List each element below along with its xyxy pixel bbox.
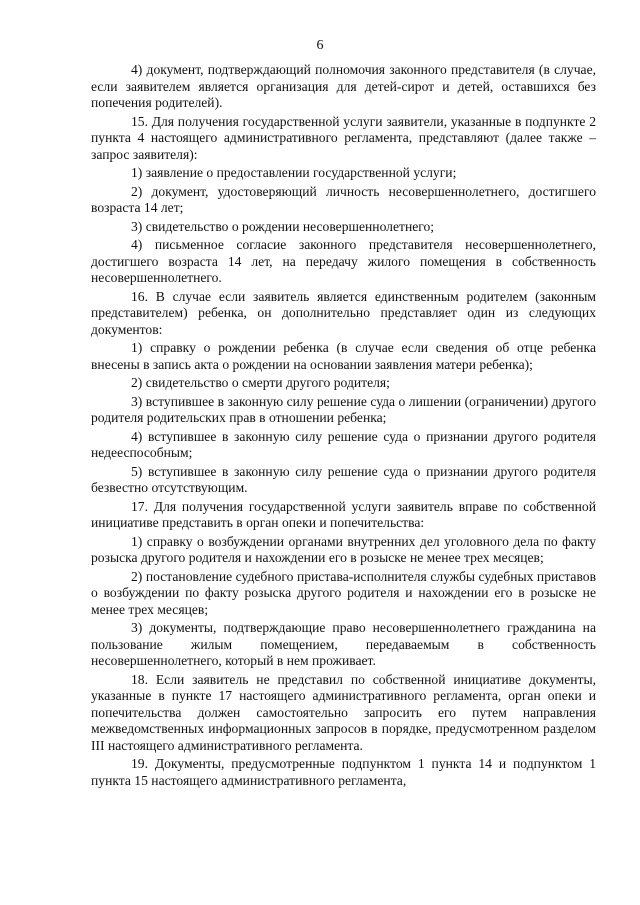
paragraph: 18. Если заявитель не представил по собственной инициативе документы, указанные в пункте 17 настоящего административного регламента, орган опеки и попечительства должен самостоятельно запросить его путем направления межведомственных информационных запросов в порядке, предусмотренном разделом III настоящего административного регламента. xyxy=(91,671,596,753)
paragraph: 4) документ, подтверждающий полномочия законного представителя (в случае, если заявителем является организация для детей-сирот и детей, оставшихся без попечения родителей). xyxy=(91,62,596,110)
paragraph: 19. Документы, предусмотренные подпунктом 1 пункта 14 и подпунктом 1 пункта 15 настоящего административного регламента, xyxy=(91,756,596,788)
paragraph: 3) свидетельство о рождении несовершеннолетнего; xyxy=(131,218,435,234)
paragraph: 1) справку о рождении ребенка (в случае если сведения об отце ребенка внесены в запись акта о рождении на основании заявления матери ребенка); xyxy=(91,340,596,372)
paragraph: 5) вступившее в законную силу решение суда о признании другого родителя безвестно отсутствующим. xyxy=(91,463,596,495)
paragraph: 4) вступившее в законную силу решение суда о признании другого родителя недееспособным; xyxy=(91,428,596,460)
paragraph: 17. Для получения государственной услуги заявитель вправе по собственной инициативе представить в орган опеки и попечительства: xyxy=(91,498,596,530)
paragraph: 2) документ, удостоверяющий личность несовершеннолетнего, достигшего возраста 14 лет; xyxy=(91,183,596,215)
paragraph: 3) вступившее в законную силу решение суда о лишении (ограничении) другого родителя родительских прав в отношении ребенка; xyxy=(91,393,596,425)
paragraph: 4) письменное согласие законного представителя несовершеннолетнего, достигшего возраста 14 лет, на передачу жилого помещения в собственность несовершеннолетнего. xyxy=(91,237,596,285)
paragraph: 16. В случае если заявитель является единственным родителем (законным представителем) ребенка, он дополнительно представляет один из следующих документов: xyxy=(91,288,596,337)
paragraph: 2) свидетельство о смерти другого родителя; xyxy=(131,375,390,390)
paragraph: 15. Для получения государственной услуги заявители, указанные в подпункте 2 пункта 4 настоящего административного регламента, представляют (далее также – запрос заявителя): xyxy=(91,113,596,162)
body-text xyxy=(91,62,596,791)
paragraph: 1) заявление о предоставлении государственной услуги; xyxy=(131,165,457,180)
page-number: 6 xyxy=(316,38,324,53)
paragraph: 1) справку о возбуждении органами внутренних дел уголовного дела по факту розыска другого родителя и нахождении его в розыске не менее трех месяцев; xyxy=(91,533,596,565)
paragraph: 2) постановление судебного пристава-исполнителя службы судебных приставов о возбуждении по факту розыска другого родителя и нахождении его в розыске не менее трех месяцев; xyxy=(91,568,596,617)
paragraph: 3) документы, подтверждающие право несовершеннолетнего гражданина на пользование жилым помещением, передаваемым в собственность несовершеннолетнего, который в нем проживает. xyxy=(91,620,596,668)
